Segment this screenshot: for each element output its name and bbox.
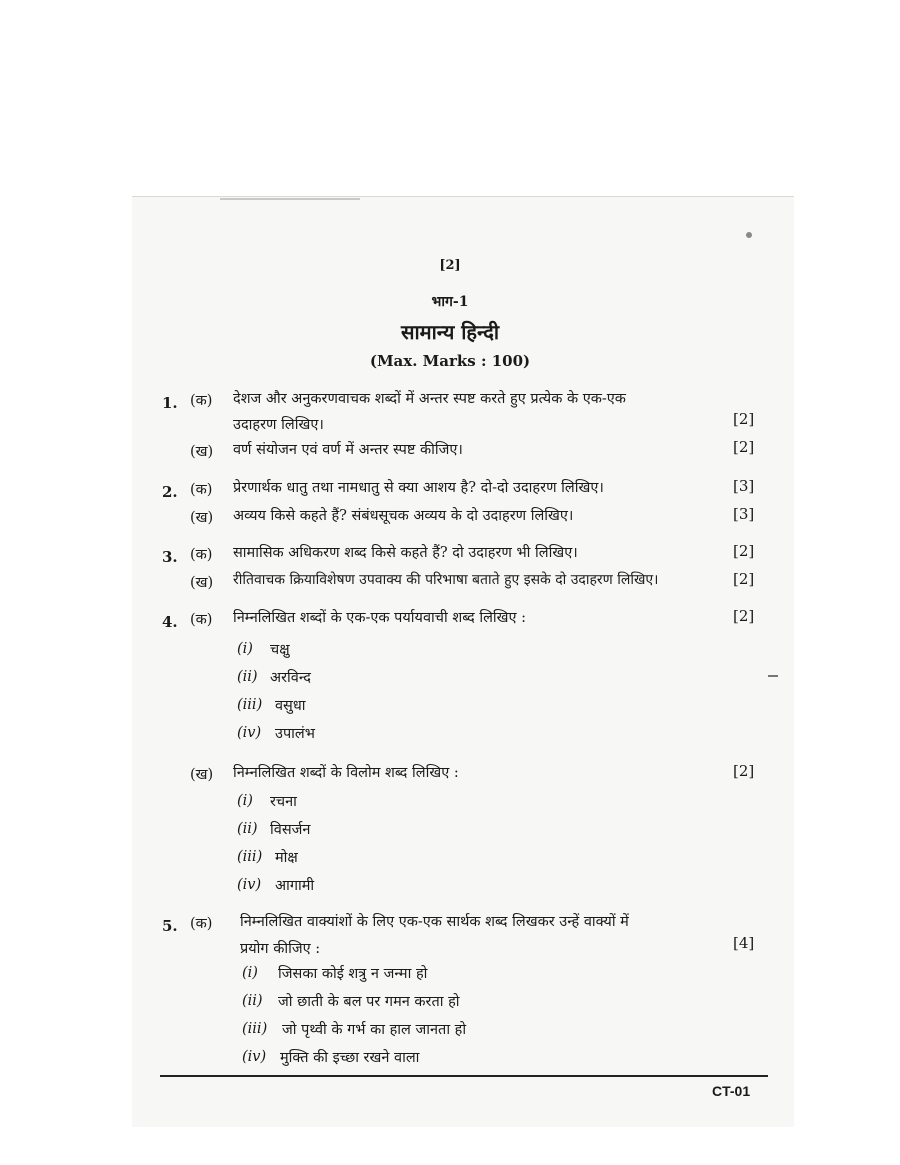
subject-title: सामान्य हिन्दी: [400, 320, 500, 344]
item-numeral: (i): [237, 793, 253, 809]
item-numeral: (i): [237, 641, 253, 657]
marks: [3]: [733, 505, 755, 523]
marks: [2]: [733, 438, 755, 456]
part-label: (क): [190, 482, 213, 498]
item-numeral: (iv): [237, 725, 262, 741]
marks: [2]: [733, 410, 755, 428]
footer-code: CT-01: [712, 1083, 751, 1099]
item-text: जिसका कोई शत्रु न जन्मा हो: [278, 966, 428, 982]
item-text: चक्षु: [270, 642, 290, 658]
page-number: [2]: [439, 258, 461, 273]
item-text: वसुधा: [275, 698, 306, 714]
max-marks: (Max. Marks : 100): [369, 352, 531, 370]
marks: [2]: [733, 570, 755, 588]
part-label: (क): [190, 916, 213, 932]
question-number: 2.: [162, 483, 178, 501]
question-line: निम्नलिखित शब्दों के विलोम शब्द लिखिए :: [233, 765, 459, 781]
question-number: 4.: [162, 613, 178, 631]
part-label: (क): [190, 393, 213, 409]
scan-artifact: [220, 198, 360, 200]
item-text: जो छाती के बल पर गमन करता हो: [278, 994, 460, 1010]
question-line: प्रेरणार्थक धातु तथा नामधातु से क्या आशय है? दो-दो उदाहरण लिखिए।: [233, 480, 604, 496]
item-numeral: (iii): [242, 1021, 268, 1037]
question-line: देशज और अनुकरणवाचक शब्दों में अन्तर स्पष्ट करते हुए प्रत्येक के एक-एक: [233, 391, 626, 407]
item-text: मोक्ष: [275, 850, 298, 866]
part-label: (क): [190, 547, 213, 563]
item-numeral: (ii): [242, 993, 263, 1009]
item-text: जो पृथ्वी के गर्भ का हाल जानता हो: [282, 1022, 467, 1038]
item-text: अरविन्द: [270, 670, 312, 686]
marks: [3]: [733, 477, 755, 495]
item-numeral: (iii): [237, 697, 263, 713]
question-line: सामासिक अधिकरण शब्द किसे कहते हैं? दो उदाहरण भी लिखिए।: [233, 545, 578, 561]
part-label: (ख): [190, 510, 214, 526]
footer-rule: [160, 1075, 768, 1077]
item-numeral: (iv): [242, 1049, 267, 1065]
scan-tick: [768, 675, 778, 677]
item-numeral: (ii): [237, 821, 258, 837]
item-numeral: (iii): [237, 849, 263, 865]
question-line: निम्नलिखित शब्दों के एक-एक पर्यायवाची शब्द लिखिए :: [233, 610, 527, 626]
question-line: वर्ण संयोजन एवं वर्ण में अन्तर स्पष्ट कीजिए।: [233, 442, 463, 458]
marks: [2]: [733, 762, 755, 780]
item-text: रचना: [270, 794, 297, 810]
item-numeral: (i): [242, 965, 258, 981]
marks: [2]: [733, 542, 755, 560]
marks: [4]: [733, 934, 755, 952]
question-number: 3.: [162, 548, 178, 566]
question-line: रीतिवाचक क्रियाविशेषण उपवाक्य की परिभाषा बताते हुए इसके दो उदाहरण लिखिए।: [233, 572, 659, 588]
question-line: प्रयोग कीजिए :: [240, 941, 321, 957]
question-number: 5.: [162, 917, 178, 935]
part-label: (ख): [190, 444, 214, 460]
question-number: 1.: [162, 394, 178, 412]
item-text: विसर्जन: [270, 822, 311, 838]
item-numeral: (iv): [237, 877, 262, 893]
part-label: (ख): [190, 575, 214, 591]
item-text: उपालंभ: [275, 726, 315, 742]
part-label: (ख): [190, 767, 214, 783]
question-line: अव्यय किसे कहते हैं? संबंधसूचक अव्यय के दो उदाहरण लिखिए।: [233, 508, 574, 524]
item-text: आगामी: [275, 878, 315, 894]
part-label: (क): [190, 612, 213, 628]
part-heading: भाग-1: [431, 294, 469, 310]
question-line: उदाहरण लिखिए।: [233, 417, 324, 433]
question-line: निम्नलिखित वाक्यांशों के लिए एक-एक सार्थक शब्द लिखकर उन्हें वाक्यों में: [240, 914, 629, 930]
item-text: मुक्ति की इच्छा रखने वाला: [280, 1050, 420, 1066]
scan-dot: [746, 232, 752, 238]
item-numeral: (ii): [237, 669, 258, 685]
marks: [2]: [733, 607, 755, 625]
